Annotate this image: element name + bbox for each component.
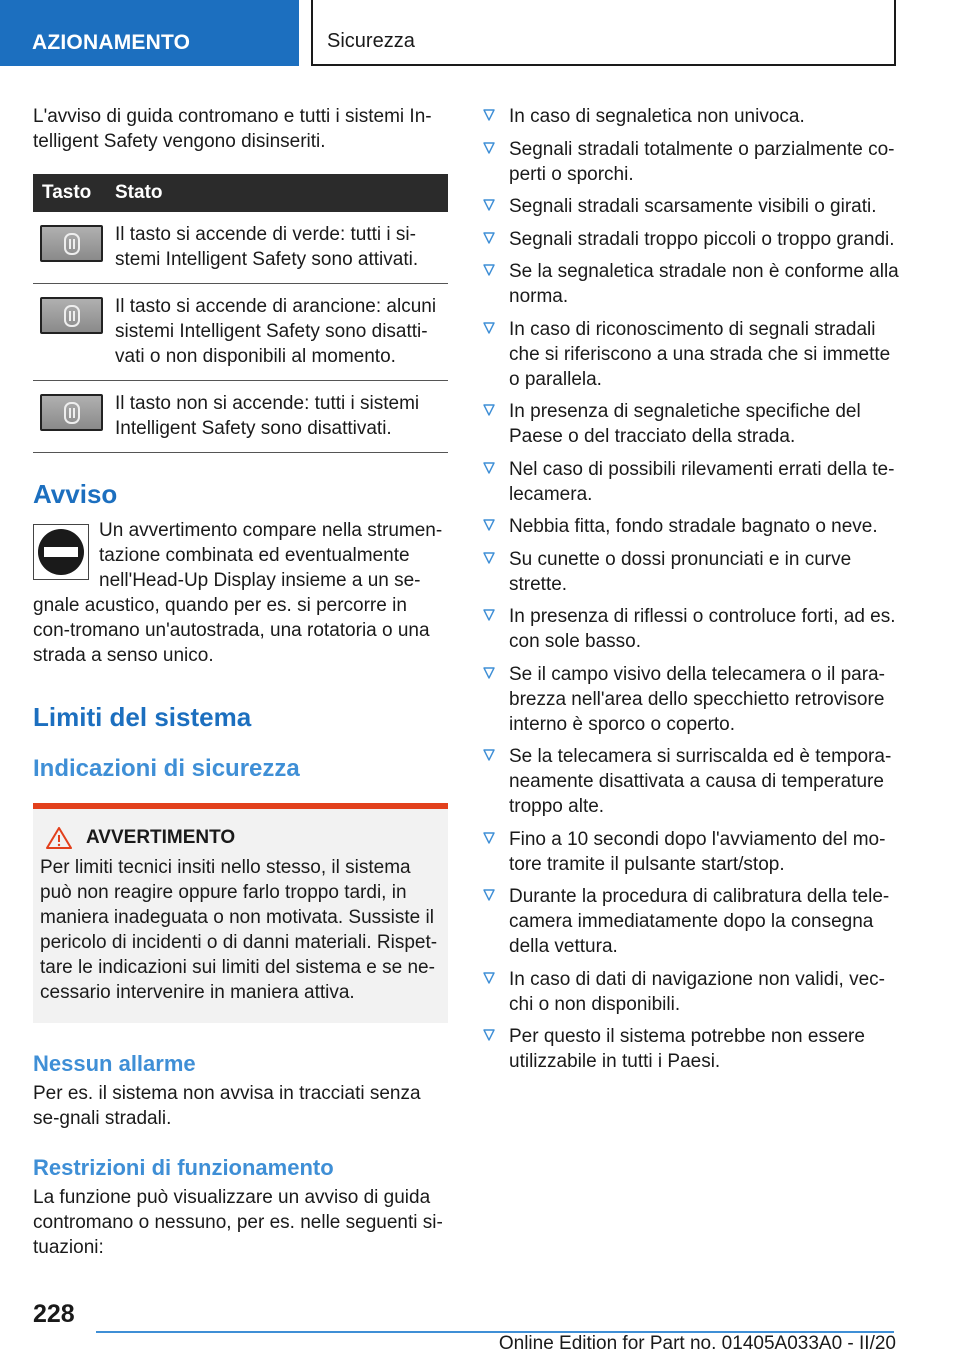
warning-triangle-icon xyxy=(46,827,72,849)
table-row xyxy=(33,284,448,381)
list-item-text: In caso di riconoscimento di segnali stradali che si riferiscono a una strada che si immette o parallela. xyxy=(509,318,891,390)
list-item-text: In presenza di segnaletiche specifiche del Paese o del tracciato della strada. xyxy=(509,401,861,447)
list-item-text: In caso di dati di navigazione non validi, vec-chi o non disponibili. xyxy=(509,968,886,1015)
list-item xyxy=(482,399,900,449)
table-cell-state: Il tasto si accende di arancione: alcuni sistemi Intelligent Safety sono disatti-vati o non disponibili al momento. xyxy=(115,296,437,367)
triangle-bullet-icon xyxy=(482,1028,496,1042)
section-tab: AZIONAMENTO xyxy=(0,0,299,66)
triangle-bullet-icon xyxy=(482,551,496,565)
triangle-bullet-icon xyxy=(482,971,496,985)
no-entry-sign-icon xyxy=(33,524,89,580)
triangle-bullet-icon xyxy=(482,518,496,532)
list-item xyxy=(482,604,900,654)
intelligent-safety-button-icon xyxy=(40,225,103,262)
list-item-text: Se il campo visivo della telecamera o il para-brezza nell'area dello specchietto retrovisore interno è sporco o coperto. xyxy=(509,663,885,735)
nessun-allarme-text: Per es. il sistema non avvisa in tracciati senza se-gnali stradali. xyxy=(33,1083,421,1129)
list-item xyxy=(482,317,900,392)
button-state-table xyxy=(33,174,448,453)
list-item xyxy=(482,514,900,539)
list-item-text: Segnali stradali troppo piccoli o troppo grandi. xyxy=(509,228,895,250)
list-item-text: Segnali stradali scarsamente visibili o girati. xyxy=(509,196,877,217)
table-cell-state: Il tasto si accende di verde: tutti i si-stemi Intelligent Safety sono attivati. xyxy=(115,224,419,270)
table-row xyxy=(33,212,448,284)
list-item xyxy=(482,744,900,819)
list-item-text: Per questo il sistema potrebbe non essere utilizzabile in tutti i Paesi. xyxy=(509,1026,865,1072)
conditions-list xyxy=(482,104,900,1074)
list-item-text: In presenza di riflessi o controluce forti, ad es. con sole basso. xyxy=(509,606,896,652)
list-item xyxy=(482,547,900,597)
limiti-heading: Limiti del sistema xyxy=(33,702,252,732)
list-item-text: Se la segnaletica stradale non è conforme alla norma. xyxy=(509,261,899,307)
list-item xyxy=(482,884,900,959)
avviso-block xyxy=(33,518,448,668)
restrizioni-text: La funzione può visualizzare un avviso di guida contromano o nessuno, per es. nelle seguenti si-tuazioni: xyxy=(33,1187,443,1258)
triangle-bullet-icon xyxy=(482,831,496,845)
avviso-text: Un avvertimento compare nella strumen-tazione combinata ed eventualmente nell'Head-Up Display insieme a un se-gnale acustico, quando per es. si percorre in con-tromano un'autostrada, una rotatoria o una strada a senso unico. xyxy=(33,520,443,666)
list-item-text: In caso di segnaletica non univoca. xyxy=(509,106,805,127)
table-cell-state: Il tasto non si accende: tutti i sistemi Intelligent Safety sono disattivati. xyxy=(115,393,420,439)
warning-title-text: AVVERTIMENTO xyxy=(86,827,236,848)
list-item xyxy=(482,662,900,737)
page-number: 228 xyxy=(33,1300,75,1328)
triangle-bullet-icon xyxy=(482,608,496,622)
list-item-text: Fino a 10 secondi dopo l'avviamento del mo-tore tramite il pulsante start/stop. xyxy=(509,828,886,875)
triangle-bullet-icon xyxy=(482,141,496,155)
list-item-text: Segnali stradali totalmente o parzialmente co-perti o sporchi. xyxy=(509,138,895,185)
list-item-text: Nel caso di possibili rilevamenti errati della te-lecamera. xyxy=(509,458,895,505)
triangle-bullet-icon xyxy=(482,461,496,475)
list-item xyxy=(482,827,900,877)
list-item xyxy=(482,137,900,187)
list-item xyxy=(482,227,900,252)
warning-box xyxy=(33,803,448,1023)
table-header xyxy=(33,174,448,212)
safety-subheading: Indicazioni di sicurezza xyxy=(33,755,300,782)
intelligent-safety-button-icon xyxy=(40,394,103,431)
list-item xyxy=(482,194,900,219)
list-item-text: Durante la procedura di calibratura della tele-camera immediatamente dopo la consegna della vettura. xyxy=(509,886,890,957)
nessun-allarme-heading: Nessun allarme xyxy=(33,1051,196,1076)
list-item-text: Se la telecamera si surriscalda ed è tempora-neamente disattivata a causa di temperature troppo alte. xyxy=(509,746,892,817)
list-item xyxy=(482,967,900,1017)
table-header-state: Stato xyxy=(115,182,163,203)
triangle-bullet-icon xyxy=(482,666,496,680)
triangle-bullet-icon xyxy=(482,321,496,335)
table-row xyxy=(33,381,448,453)
triangle-bullet-icon xyxy=(482,403,496,417)
warning-text: Per limiti tecnici insiti nello stesso, il sistema può non reagire oppure farlo troppo tardi, in maniera inadeguata o non motivata. Sussiste il pericolo di incidenti o di danni materiali. Rispet-tare le indicazioni sui limiti del sistema e se ne-cessario intervenire in maniera attiva. xyxy=(40,857,438,1003)
table-header-key: Tasto xyxy=(42,182,92,203)
triangle-bullet-icon xyxy=(482,108,496,122)
triangle-bullet-icon xyxy=(482,231,496,245)
triangle-bullet-icon xyxy=(482,748,496,762)
triangle-bullet-icon xyxy=(482,888,496,902)
restrizioni-heading: Restrizioni di funzionamento xyxy=(33,1155,334,1180)
intro-paragraph: L'avviso di guida contromano e tutti i sistemi In-telligent Safety vengono disinseriti. xyxy=(33,106,432,152)
list-item xyxy=(482,457,900,507)
warning-title xyxy=(40,827,440,849)
list-item xyxy=(482,259,900,309)
chapter-title: Sicurezza xyxy=(311,0,896,66)
avviso-heading: Avviso xyxy=(33,479,118,509)
list-item xyxy=(482,104,900,129)
list-item-text: Nebbia fitta, fondo stradale bagnato o neve. xyxy=(509,516,878,537)
triangle-bullet-icon xyxy=(482,198,496,212)
list-item xyxy=(482,1024,900,1074)
triangle-bullet-icon xyxy=(482,263,496,277)
list-item-text: Su cunette o dossi pronunciati e in curve strette. xyxy=(509,548,852,595)
left-column xyxy=(33,104,448,1260)
right-column xyxy=(482,104,900,1082)
footer-edition: Online Edition for Part no. 01405A033A0 - II/20 xyxy=(498,1333,896,1354)
intelligent-safety-button-icon xyxy=(40,297,103,334)
